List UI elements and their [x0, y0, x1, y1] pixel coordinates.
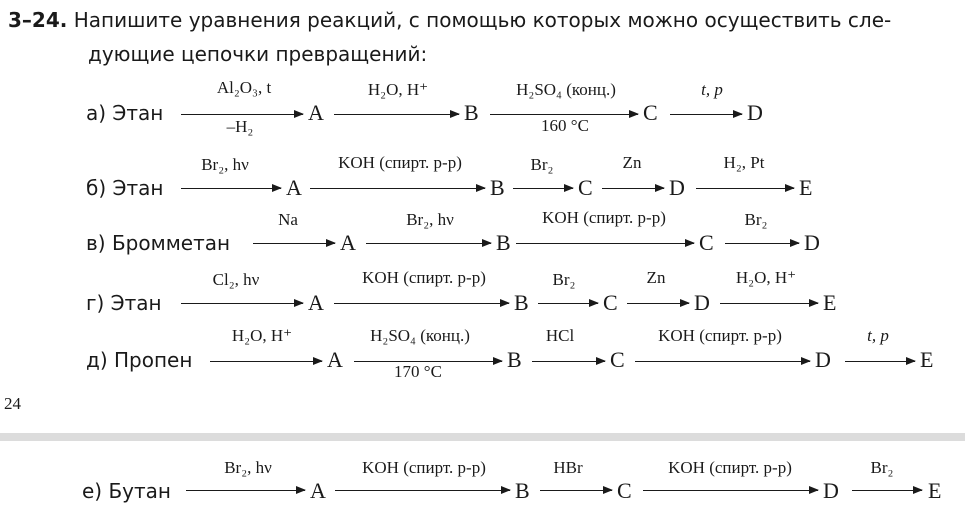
condition-top: KOH (спирт. р-р) [658, 326, 782, 345]
condition-top: H₂O, H⁺ [367, 80, 429, 99]
reaction-arrow [335, 490, 510, 491]
condition-bottom: 160 °C [541, 116, 589, 135]
compound-letter: D [694, 290, 710, 315]
condition-top: HBr [553, 458, 583, 477]
reaction-arrow [210, 361, 322, 362]
problem-header [8, 6, 891, 34]
compound-letter: B [507, 347, 522, 372]
reaction-arrow [627, 303, 689, 304]
compound-letter: C [699, 230, 714, 255]
condition-top: HCl [545, 326, 575, 345]
compound-letter: C [617, 478, 632, 503]
condition-top: Br₂, hν [201, 155, 249, 174]
compound-letter: D [823, 478, 839, 503]
condition-top: H₂, Pt [723, 153, 765, 172]
reaction-arrow [181, 114, 303, 115]
condition-top: Na [278, 210, 298, 229]
chain-label: в) Бромметан [86, 231, 231, 255]
compound-letter: B [496, 230, 511, 255]
reaction-arrow [516, 243, 694, 244]
condition-top: Br₂ [744, 210, 768, 229]
condition-top: H₂SO₄ (конц.) [370, 326, 470, 345]
reaction-arrow [635, 361, 810, 362]
condition-top: Al₂O₃, t [216, 78, 272, 97]
reaction-arrow [186, 490, 305, 491]
compound-letter: C [603, 290, 618, 315]
compound-letter: A [308, 290, 324, 315]
reaction-arrow [181, 303, 303, 304]
compound-letter: D [804, 230, 820, 255]
reaction-arrow [643, 490, 818, 491]
condition-top: KOH (спирт. р-р) [338, 153, 462, 172]
compound-letter: B [515, 478, 530, 503]
condition-top: KOH (спирт. р-р) [362, 268, 486, 287]
reaction-arrow [540, 490, 612, 491]
reaction-arrow [181, 188, 281, 189]
compound-letter: E [920, 347, 934, 372]
page-number: 24 [4, 394, 21, 413]
compound-letter: E [823, 290, 837, 315]
compound-letter: A [310, 478, 326, 503]
compound-letter: C [643, 100, 658, 125]
condition-top: Br₂ [530, 155, 554, 174]
reaction-arrow [696, 188, 794, 189]
condition-bottom: –H₂ [226, 117, 254, 136]
compound-letter: B [464, 100, 479, 125]
page-break-divider [0, 433, 965, 441]
condition-top: t, p [867, 326, 889, 345]
compound-letter: D [747, 100, 763, 125]
condition-top: Br₂ [870, 458, 894, 477]
compound-letter: B [490, 175, 505, 200]
reaction-arrow [720, 303, 818, 304]
reaction-arrow [490, 114, 638, 115]
compound-letter: E [928, 478, 942, 503]
chain-label: е) Бутан [82, 479, 172, 503]
reaction-arrow [602, 188, 664, 189]
compound-letter: C [610, 347, 625, 372]
problem-text-line2: дующие цепочки превращений: [88, 42, 428, 66]
condition-bottom: 170 °C [394, 362, 442, 381]
condition-top: Br₂, hν [406, 210, 454, 229]
reaction-arrow [725, 243, 799, 244]
condition-top: H₂O, H⁺ [735, 268, 797, 287]
reaction-arrow [366, 243, 491, 244]
compound-letter: B [514, 290, 529, 315]
reaction-arrow [532, 361, 605, 362]
reaction-arrow [334, 114, 459, 115]
chain-label: б) Этан [86, 176, 164, 200]
condition-top: KOH (спирт. р-р) [362, 458, 486, 477]
condition-top: Zn [622, 153, 642, 172]
condition-top: KOH (спирт. р-р) [542, 208, 666, 227]
compound-letter: A [286, 175, 302, 200]
reaction-arrow [845, 361, 915, 362]
condition-top: Zn [646, 268, 666, 287]
condition-top: t, p [701, 80, 723, 99]
condition-top: KOH (спирт. р-р) [668, 458, 792, 477]
compound-letter: A [308, 100, 324, 125]
problem-number: 3–24. [8, 8, 68, 32]
compound-letter: C [578, 175, 593, 200]
reaction-arrow [310, 188, 485, 189]
reaction-arrow [253, 243, 335, 244]
condition-top: Br₂ [552, 270, 576, 289]
reaction-arrow [670, 114, 742, 115]
compound-letter: D [815, 347, 831, 372]
condition-top: H₂O, H⁺ [231, 326, 293, 345]
condition-top: Cl₂, hν [212, 270, 260, 289]
compound-letter: E [799, 175, 813, 200]
compound-letter: A [340, 230, 356, 255]
chain-label: г) Этан [86, 291, 162, 315]
problem-text-line1: Напишите уравнения реакций, с помощью которых можно осуществить сле- [73, 8, 892, 32]
condition-top: H₂SO₄ (конц.) [516, 80, 616, 99]
reaction-arrow [852, 490, 922, 491]
chain-label: д) Пропен [86, 348, 193, 372]
condition-top: Br₂, hν [224, 458, 272, 477]
compound-letter: A [327, 347, 343, 372]
reaction-arrow [538, 303, 598, 304]
compound-letter: D [669, 175, 685, 200]
reaction-arrow [334, 303, 509, 304]
chain-label: а) Этан [86, 101, 164, 125]
reaction-arrow [513, 188, 573, 189]
